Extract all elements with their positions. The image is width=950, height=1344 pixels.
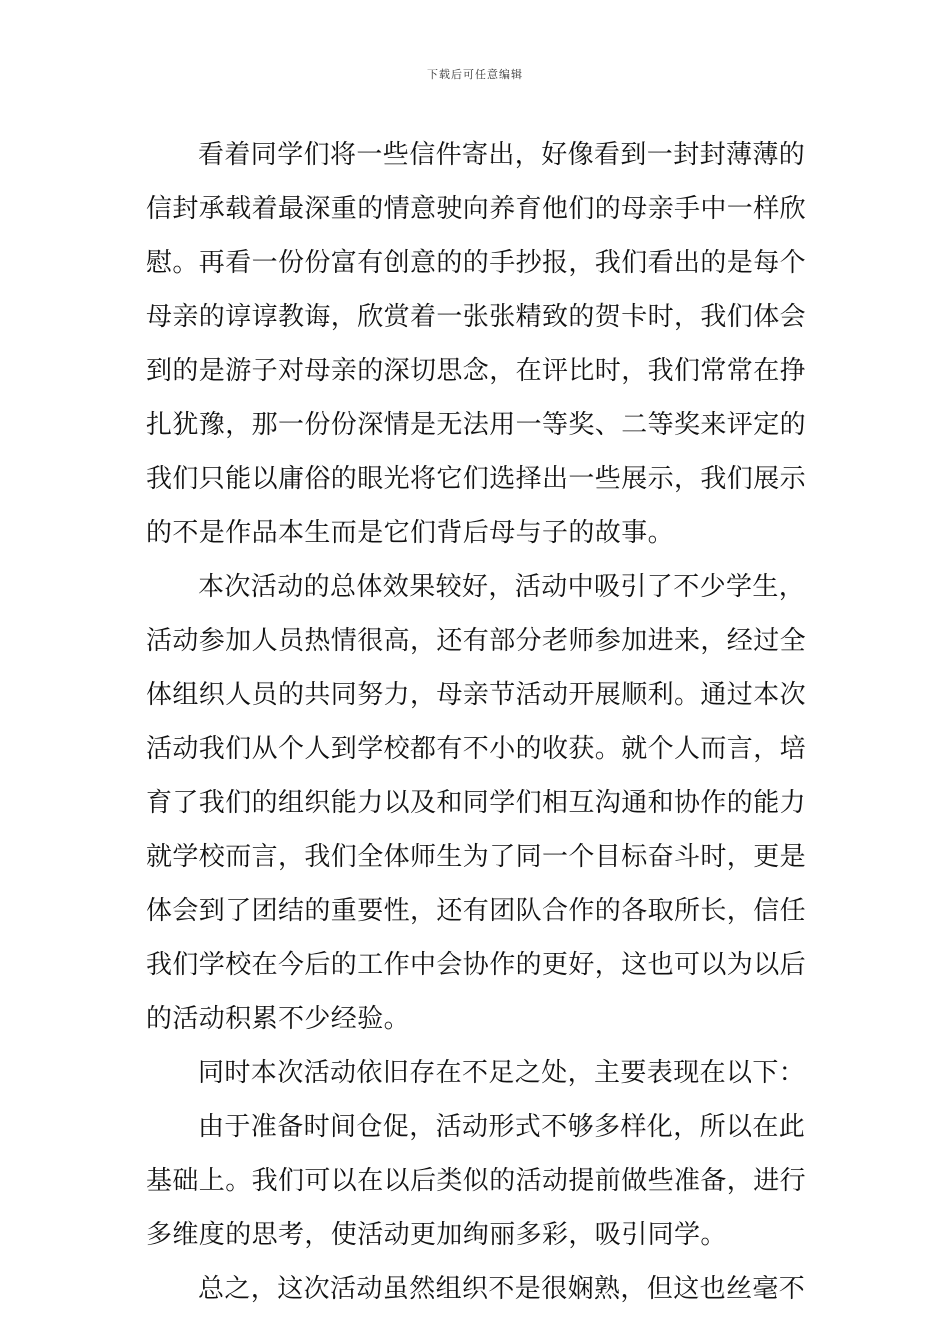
text-line: 母亲的谆谆教诲，欣赏着一张张精致的贺卡时，我们体会 [146,302,807,332]
text-line: 育了我们的组织能力以及和同学们相互沟通和协作的能力 [146,788,807,818]
text-line: 同时本次活动依旧存在不足之处，主要表现在以下： [198,1058,806,1088]
text-line: 多维度的思考，使活动更加绚丽多彩，吸引同学。 [146,1220,727,1250]
text-line: 我们只能以庸俗的眼光将它们选择出一些展示，我们展示 [146,464,807,494]
text-line: 信封承载着最深重的情意驶向养育他们的母亲手中一样欣 [146,194,807,224]
text-line: 看着同学们将一些信件寄出，好像看到一封封薄薄的 [198,140,806,170]
text-line: 活动我们从个人到学校都有不小的收获。就个人而言，培 [146,734,807,764]
text-line: 体组织人员的共同努力，母亲节活动开展顺利。通过本次 [146,680,807,710]
text-line: 到的是游子对母亲的深切思念，在评比时，我们常常在挣 [146,356,807,386]
text-line: 由于准备时间仓促，活动形式不够多样化，所以在此 [198,1112,806,1142]
text-line: 慰。再看一份份富有创意的的手抄报，我们看出的是每个 [146,248,807,278]
text-line: 基础上。我们可以在以后类似的活动提前做些准备，进行 [146,1166,807,1196]
text-line: 扎犹豫，那一份份深情是无法用一等奖、二等奖来评定的 [146,410,807,440]
text-line: 本次活动的总体效果较好，活动中吸引了不少学生， [198,572,806,602]
document-body [146,128,806,1316]
text-line: 就学校而言，我们全体师生为了同一个目标奋斗时，更是 [146,842,807,872]
text-line: 的活动积累不少经验。 [146,1004,411,1034]
text-line: 活动参加人员热情很高，还有部分老师参加进来，经过全 [146,626,807,656]
text-line: 体会到了团结的重要性，还有团队合作的各取所长，信任 [146,896,807,926]
text-line: 的不是作品本生而是它们背后母与子的故事。 [146,518,675,548]
text-line: 我们学校在今后的工作中会协作的更好，这也可以为以后 [146,950,807,980]
text-line: 总之，这次活动虽然组织不是很娴熟，但这也丝毫不 [198,1274,806,1304]
page-header: 下载后可任意编辑 [427,68,523,81]
